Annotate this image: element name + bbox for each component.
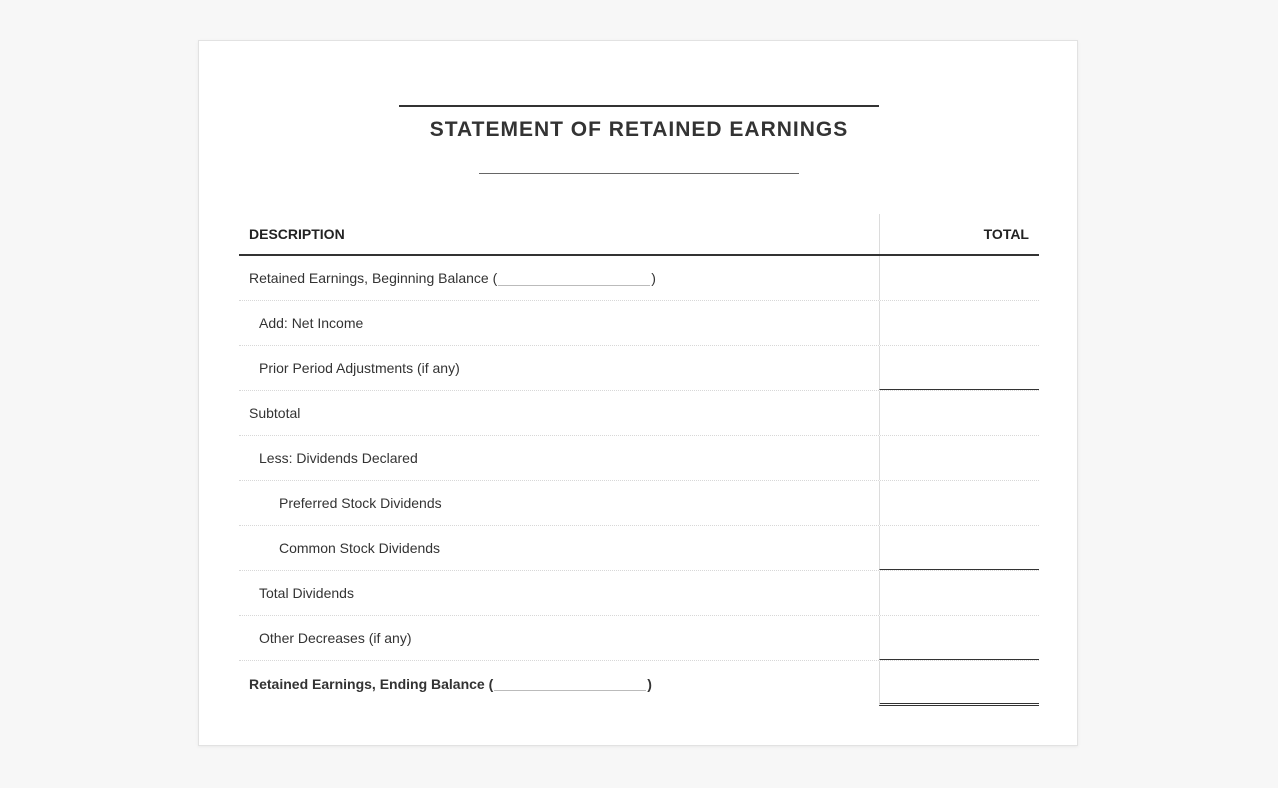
- row-label: Total Dividends: [259, 585, 354, 601]
- table-row: [239, 346, 1039, 391]
- title-top-rule: [399, 105, 879, 107]
- row-label-suffix: ): [651, 270, 656, 286]
- table-row: [239, 436, 1039, 481]
- period-blank-line[interactable]: [479, 173, 799, 174]
- total-cell[interactable]: [879, 616, 1039, 660]
- beginning-date-blank[interactable]: [498, 271, 650, 286]
- row-label: Add: Net Income: [259, 315, 364, 331]
- row-label-text: Retained Earnings, Beginning Balance (: [249, 270, 498, 286]
- row-label-suffix: ): [647, 675, 652, 692]
- row-label: Prior Period Adjustments (if any): [259, 360, 460, 376]
- table-row: [239, 256, 1039, 301]
- total-cell[interactable]: [879, 481, 1039, 525]
- row-label: Less: Dividends Declared: [259, 450, 418, 466]
- total-cell[interactable]: [879, 346, 1039, 390]
- table-row: [239, 661, 1039, 706]
- total-cell[interactable]: [879, 436, 1039, 480]
- retained-earnings-table: [239, 214, 1039, 706]
- row-label-text: Retained Earnings, Ending Balance (: [249, 675, 494, 692]
- row-label: [239, 661, 879, 706]
- total-cell[interactable]: [879, 256, 1039, 300]
- total-cell[interactable]: [879, 301, 1039, 345]
- statement-sheet: [198, 40, 1078, 746]
- row-label: Subtotal: [249, 405, 301, 421]
- total-cell[interactable]: [879, 661, 1039, 706]
- header-description: DESCRIPTION: [249, 226, 345, 242]
- total-cell[interactable]: [879, 571, 1039, 615]
- table-row: [239, 526, 1039, 571]
- total-cell[interactable]: [879, 391, 1039, 435]
- row-label: [239, 256, 879, 300]
- row-label: Common Stock Dividends: [279, 540, 441, 556]
- table-row: [239, 616, 1039, 661]
- table-row: [239, 301, 1039, 346]
- table-row: [239, 571, 1039, 616]
- header-total: TOTAL: [879, 214, 1039, 254]
- statement-title: STATEMENT OF RETAINED EARNINGS: [429, 118, 849, 141]
- table-row: [239, 391, 1039, 436]
- total-cell[interactable]: [879, 526, 1039, 570]
- table-header: [239, 214, 1039, 256]
- table-row: [239, 481, 1039, 526]
- row-label: Other Decreases (if any): [259, 630, 412, 646]
- row-label: Preferred Stock Dividends: [279, 495, 442, 511]
- ending-date-blank[interactable]: [494, 676, 646, 691]
